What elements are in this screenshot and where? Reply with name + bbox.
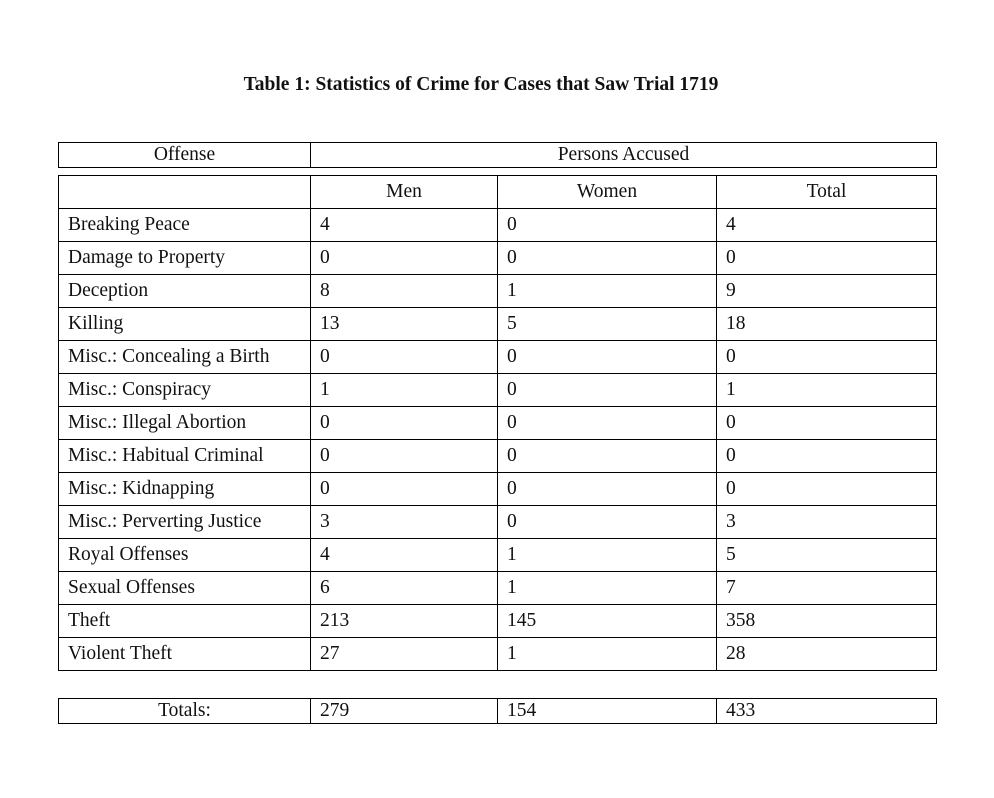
- cell-men: 4: [311, 209, 498, 242]
- table-row: [59, 440, 937, 473]
- table-row: [59, 242, 937, 275]
- cell-offense: Killing: [59, 308, 311, 341]
- cell-offense: Deception: [59, 275, 311, 308]
- column-header-women: Women: [498, 176, 717, 209]
- cell-total: 4: [717, 209, 937, 242]
- offense-header: Offense: [59, 143, 311, 168]
- cell-total: 0: [717, 473, 937, 506]
- cell-men: 13: [311, 308, 498, 341]
- table-title: Table 1: Statistics of Crime for Cases that Saw Trial 1719: [243, 74, 719, 95]
- cell-total: 0: [717, 440, 937, 473]
- table-row: [59, 209, 937, 242]
- cell-women: 5: [498, 308, 717, 341]
- cell-men: 0: [311, 473, 498, 506]
- cell-women: 1: [498, 572, 717, 605]
- totals-women: 154: [498, 699, 717, 724]
- cell-offense: Damage to Property: [59, 242, 311, 275]
- cell-offense: Theft: [59, 605, 311, 638]
- table-body: [59, 176, 937, 671]
- cell-men: 3: [311, 506, 498, 539]
- cell-men: 8: [311, 275, 498, 308]
- cell-men: 213: [311, 605, 498, 638]
- totals-men: 279: [311, 699, 498, 724]
- cell-offense: Misc.: Habitual Criminal: [59, 440, 311, 473]
- cell-women: 0: [498, 440, 717, 473]
- column-header-offense: [59, 176, 311, 209]
- table-row: [59, 308, 937, 341]
- cell-offense: Misc.: Conspiracy: [59, 374, 311, 407]
- cell-men: 0: [311, 440, 498, 473]
- cell-men: 27: [311, 638, 498, 671]
- cell-women: 0: [498, 209, 717, 242]
- cell-women: 1: [498, 638, 717, 671]
- table-header-bar: [58, 142, 937, 168]
- crime-statistics-table: [58, 175, 937, 671]
- cell-total: 28: [717, 638, 937, 671]
- cell-total: 7: [717, 572, 937, 605]
- totals-total: 433: [717, 699, 937, 724]
- cell-men: 0: [311, 407, 498, 440]
- table-row: [59, 638, 937, 671]
- cell-women: 1: [498, 539, 717, 572]
- cell-total: 0: [717, 341, 937, 374]
- cell-total: 18: [717, 308, 937, 341]
- column-header-row: [59, 176, 937, 209]
- column-header-total: Total: [717, 176, 937, 209]
- cell-men: 6: [311, 572, 498, 605]
- cell-men: 4: [311, 539, 498, 572]
- persons-accused-header: Persons Accused: [311, 143, 937, 168]
- cell-total: 0: [717, 407, 937, 440]
- cell-women: 0: [498, 407, 717, 440]
- cell-offense: Royal Offenses: [59, 539, 311, 572]
- cell-women: 0: [498, 242, 717, 275]
- totals-table: [58, 698, 937, 724]
- cell-total: 3: [717, 506, 937, 539]
- column-header-men: Men: [311, 176, 498, 209]
- cell-women: 1: [498, 275, 717, 308]
- cell-offense: Sexual Offenses: [59, 572, 311, 605]
- cell-offense: Breaking Peace: [59, 209, 311, 242]
- cell-offense: Misc.: Perverting Justice: [59, 506, 311, 539]
- cell-offense: Violent Theft: [59, 638, 311, 671]
- table-row: [59, 572, 937, 605]
- cell-total: 358: [717, 605, 937, 638]
- table-row: [59, 407, 937, 440]
- cell-total: 5: [717, 539, 937, 572]
- cell-women: 145: [498, 605, 717, 638]
- totals-row: [59, 699, 937, 724]
- cell-offense: Misc.: Kidnapping: [59, 473, 311, 506]
- cell-men: 1: [311, 374, 498, 407]
- table-row: [59, 341, 937, 374]
- table-row: [59, 506, 937, 539]
- cell-women: 0: [498, 374, 717, 407]
- table-row: [59, 539, 937, 572]
- cell-offense: Misc.: Illegal Abortion: [59, 407, 311, 440]
- cell-total: 1: [717, 374, 937, 407]
- cell-women: 0: [498, 506, 717, 539]
- header-row: [59, 143, 937, 168]
- totals-label: Totals:: [59, 699, 311, 724]
- cell-women: 0: [498, 341, 717, 374]
- cell-total: 0: [717, 242, 937, 275]
- cell-women: 0: [498, 473, 717, 506]
- table-row: [59, 605, 937, 638]
- table-row: [59, 374, 937, 407]
- cell-men: 0: [311, 341, 498, 374]
- cell-men: 0: [311, 242, 498, 275]
- cell-total: 9: [717, 275, 937, 308]
- table-row: [59, 275, 937, 308]
- table-row: [59, 473, 937, 506]
- cell-offense: Misc.: Concealing a Birth: [59, 341, 311, 374]
